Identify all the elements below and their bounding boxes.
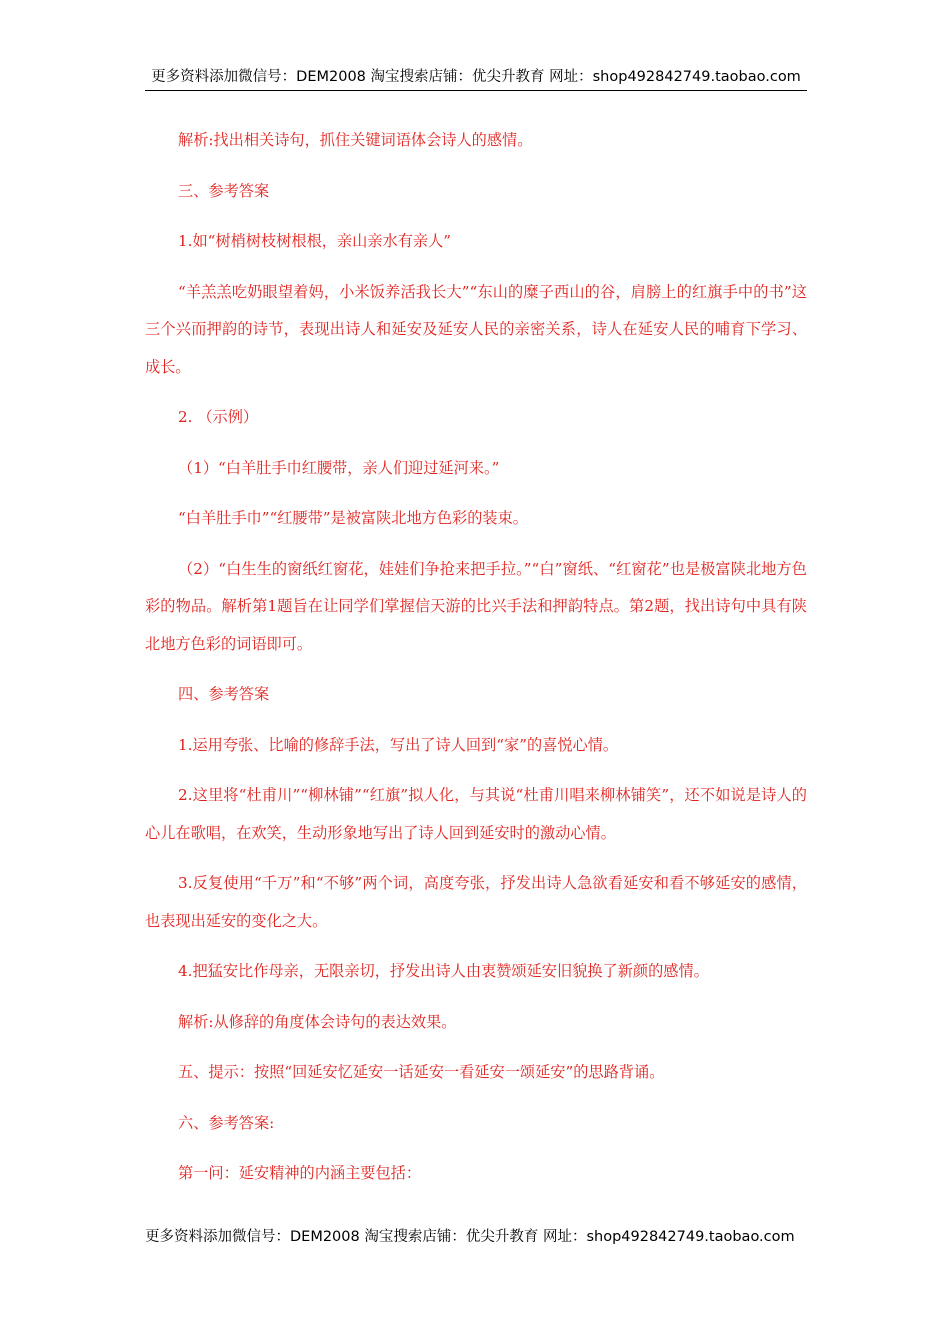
- paragraph: 1.如“树梢树枝树根根，亲山亲水有亲人”: [178, 232, 452, 250]
- section-heading: 四、参考答案: [178, 685, 270, 703]
- paragraph: “白羊肚手巾”“红腰带”是被富陕北地方色彩的装束。: [178, 509, 528, 527]
- section-heading: 三、参考答案: [178, 181, 270, 200]
- section-heading: 六、参考答案:: [178, 1113, 275, 1132]
- paragraph: 3.反复使用“千万”和“不够”两个词，高度夸张，抒发出诗人急欲看延安和看不够延安的感情，也表现出延安的变化之大。: [145, 874, 807, 930]
- paragraph: 2. （示例）: [178, 408, 259, 426]
- paragraph: 解析:从修辞的角度体会诗句的表达效果。: [178, 1012, 457, 1031]
- paragraph: “羊羔羔吃奶眼望着妈，小米饭养活我长大”“东山的糜子西山的谷，肩膀上的红旗手中的书”这三个兴而押韵的诗节，表现出诗人和延安及延安人民的亲密关系，诗人在延安人民的哺育下学习、成长。: [145, 282, 807, 376]
- answer-content: [145, 122, 807, 1206]
- paragraph: 五、提示：按照“回延安忆延安一话延安一看延安一颂延安”的思路背诵。: [178, 1063, 665, 1081]
- paragraph: 第一问：延安精神的内涵主要包括：: [178, 1164, 421, 1182]
- paragraph: （1）“白羊肚手巾红腰带，亲人们迎过延河来。”: [178, 458, 500, 477]
- paragraph: 2.这里将“杜甫川”“柳林铺”“红旗”拟人化，与其说“杜甫川唱来柳林铺笑”，还不如说是诗人的心儿在歌唱，在欢笑，生动形象地写出了诗人回到延安时的激动心情。: [145, 786, 807, 842]
- page-footer: 更多资料添加微信号：DEM2008 淘宝搜索店铺：优尖升教育 网址：shop492842749.taobao.com: [145, 1229, 795, 1245]
- paragraph: 4.把猛安比作母亲，无限亲切，抒发出诗人由衷赞颂延安旧貌换了新颜的感情。: [178, 962, 709, 980]
- page-header: 更多资料添加微信号：DEM2008 淘宝搜索店铺：优尖升教育 网址：shop492842749.taobao.com: [145, 66, 807, 91]
- paragraph: 解析:找出相关诗句，抓住关键词语体会诗人的感情。: [178, 131, 533, 149]
- paragraph: 1.运用夸张、比喻的修辞手法，写出了诗人回到“家”的喜悦心情。: [178, 735, 619, 754]
- paragraph: （2）“白生生的窗纸红窗花，娃娃们争抢来把手拉。”“白”窗纸、“红窗花”也是极富陕北地方色彩的物品。解析第1题旨在让同学们掌握信天游的比兴手法和押韵特点。第2题，找出诗句中具有陕北地方色彩的词语即可。: [145, 559, 807, 653]
